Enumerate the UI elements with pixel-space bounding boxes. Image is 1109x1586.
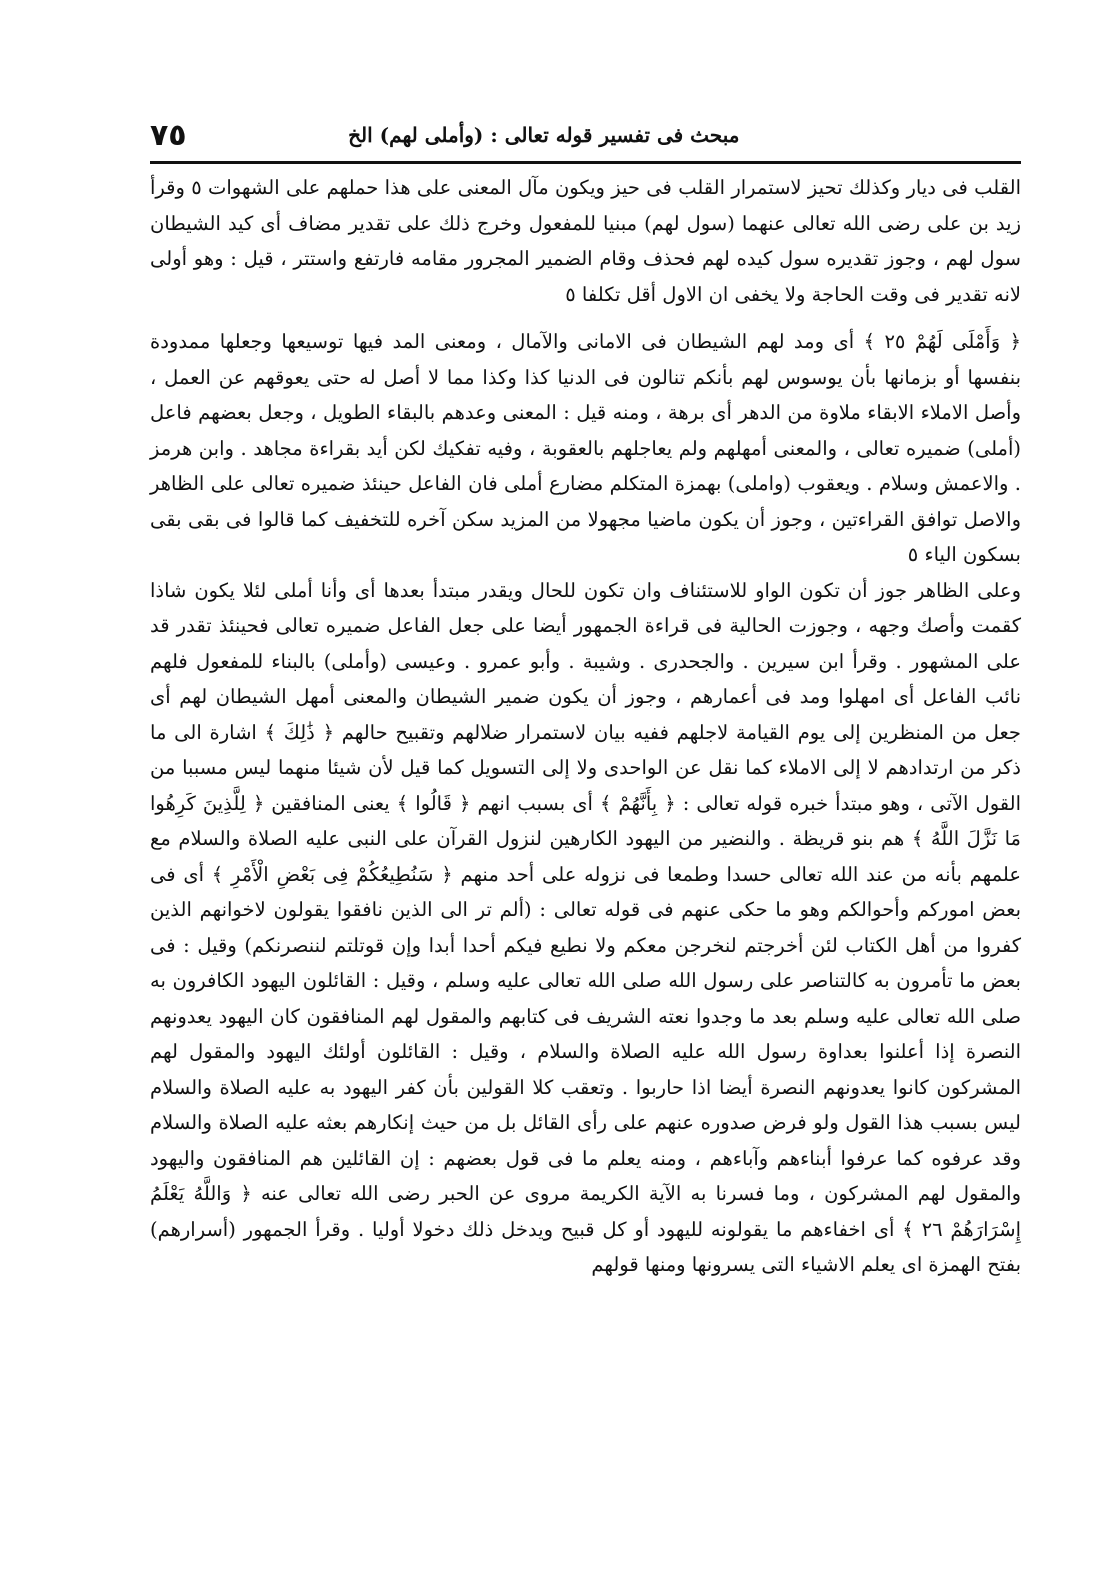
body-text (150, 170, 1021, 1283)
paragraph-2: ﴿ وَأَمْلَى لَهُمْ ٢٥ ﴾ أى ومد لهم الشيطان فى الامانى والآمال ، ومعنى المد فيها توسيعها وجعلها ممدودة بنفسها أو بزمانها بأن يوسوس لهم بأنكم تنالون فى الدنيا كذا وكذا مما لا أصل له حتى يعوقهم عن العمل ، وأصل الاملاء الابقاء ملاوة من الدهر أى برهة ، ومنه قيل : المعنى وعدهم بالبقاء الطويل ، وجعل بعضهم فاعل (أملى) ضميره تعالى ، والمعنى أمهلهم ولم يعاجلهم بالعقوبة ، وفيه تفكيك لكن أيد بقراءة مجاهد . وابن هرمز . والاعمش وسلام . ويعقوب (واملى) بهمزة المتكلم مضارع أملى فان الفاعل حينئذ ضميره تعالى على الظاهر والاصل توافق القراءتين ، وجوز أن يكون ماضيا مجهولا من المزيد سكن آخره للتخفيف كما قالوا فى بقى بقى بسكون الياء ٥ (150, 330, 1021, 566)
running-header (150, 112, 1021, 158)
paragraph-1: القلب فى ديار وكذلك تحيز لاستمرار القلب فى حيز ويكون مآل المعنى على هذا حملهم على الشهوات ٥ وقرأ زيد بن على رضى الله تعالى عنهما (سول لهم) مبنيا للمفعول وخرج ذلك على تقدير مضاف أى كيد الشيطان سول لهم ، وجوز تقديره سول كيده لهم فحذف وقام الضمير المجرور مقامه فارتفع واستتر ، قيل : وهو أولى لانه تقدير فى وقت الحاجة ولا يخفى ان الاول أقل تكلفا ٥ (150, 176, 1021, 306)
header-title: مبحث فى تفسير قوله تعالى : (وأملى لهم) الخ (348, 123, 740, 147)
paragraph-3: وعلى الظاهر جوز أن تكون الواو للاستئناف وان تكون للحال ويقدر مبتدأ بعدها أى وأنا أملى لئلا يكون شاذا كقمت وأصك وجهه ، وجوزت الحالية فى قراءة الجمهور أيضا على جعل الفاعل ضميره تعالى فحينئذ تقدر قد على المشهور . وقرأ ابن سيرين . والجحدرى . وشيبة . وأبو عمرو . وعيسى (وأملى) بالبناء للمفعول فلهم نائب الفاعل أى امهلوا ومد فى أعمارهم ، وجوز أن يكون ضمير الشيطان والمعنى أمهل الشيطان لهم أى جعل من المنظرين إلى يوم القيامة لاجلهم ففيه بيان لاستمرار ضلالهم وتقبيح حالهم ﴿ ذَٰلِكَ ﴾ اشارة الى ما ذكر من ارتدادهم لا إلى الاملاء كما نقل عن الواحدى ولا إلى التسويل كما قيل لأن شيئا منهما ليس مسببا من القول الآتى ، وهو مبتدأ خبره قوله تعالى : ﴿ بِأَنَّهُمْ ﴾ أى بسبب انهم ﴿ قَالُوا ﴾ يعنى المنافقين ﴿ لِلَّذِينَ كَرِهُوا مَا نَزَّلَ اللَّهُ ﴾ هم بنو قريظة . والنضير من اليهود الكارهين لنزول القرآن على النبى عليه الصلاة والسلام مع علمهم بأنه من عند الله تعالى حسدا وطمعا فى نزوله على أحد منهم ﴿ سَنُطِيعُكُمْ فِى بَعْضِ الْأَمْرِ ﴾ أى فى بعض اموركم وأحوالكم وهو ما حكى عنهم فى قوله تعالى : (ألم تر الى الذين نافقوا يقولون لاخوانهم الذين كفروا من أهل الكتاب لئن أخرجتم لنخرجن معكم ولا نطيع فيكم أحدا أبدا وإن قوتلتم لننصرنكم) وقيل : فى بعض ما تأمرون به كالتناصر على رسول الله صلى الله تعالى عليه وسلم ، وقيل : القائلون اليهود الكافرون به صلى الله تعالى عليه وسلم بعد ما وجدوا نعته الشريف فى كتابهم والمقول لهم المنافقون كان اليهود يعدونهم النصرة إذا أعلنوا بعداوة رسول الله عليه الصلاة والسلام ، وقيل : القائلون أولئك اليهود والمقول لهم المشركون كانوا يعدونهم النصرة أيضا اذا حاربوا . وتعقب كلا القولين بأن كفر اليهود به عليه الصلاة والسلام ليس بسبب هذا القول ولو فرض صدوره عنهم على رأى القائل بل من حيث إنكارهم بعثه عليه الصلاة والسلام وقد عرفوه كما عرفوا أبناءهم وآباءهم ، ومنه يعلم ما فى قول بعضهم : إن القائلين هم المنافقون واليهود والمقول لهم المشركون ، وما فسرنا به الآية الكريمة مروى عن الحبر رضى الله تعالى عنه ﴿ وَاللَّهُ يَعْلَمُ إِسْرَارَهُمْ ٢٦ ﴾ أى اخفاءهم ما يقولونه لليهود أو كل قبيح ويدخل ذلك دخولا أوليا . وقرأ الجمهور (أسرارهم) بفتح الهمزة اى يعلم الاشياء التى يسرونها ومنها قولهم (150, 578, 1022, 1276)
page-number: ٧٥ (150, 117, 187, 153)
header-rule (150, 161, 1021, 164)
